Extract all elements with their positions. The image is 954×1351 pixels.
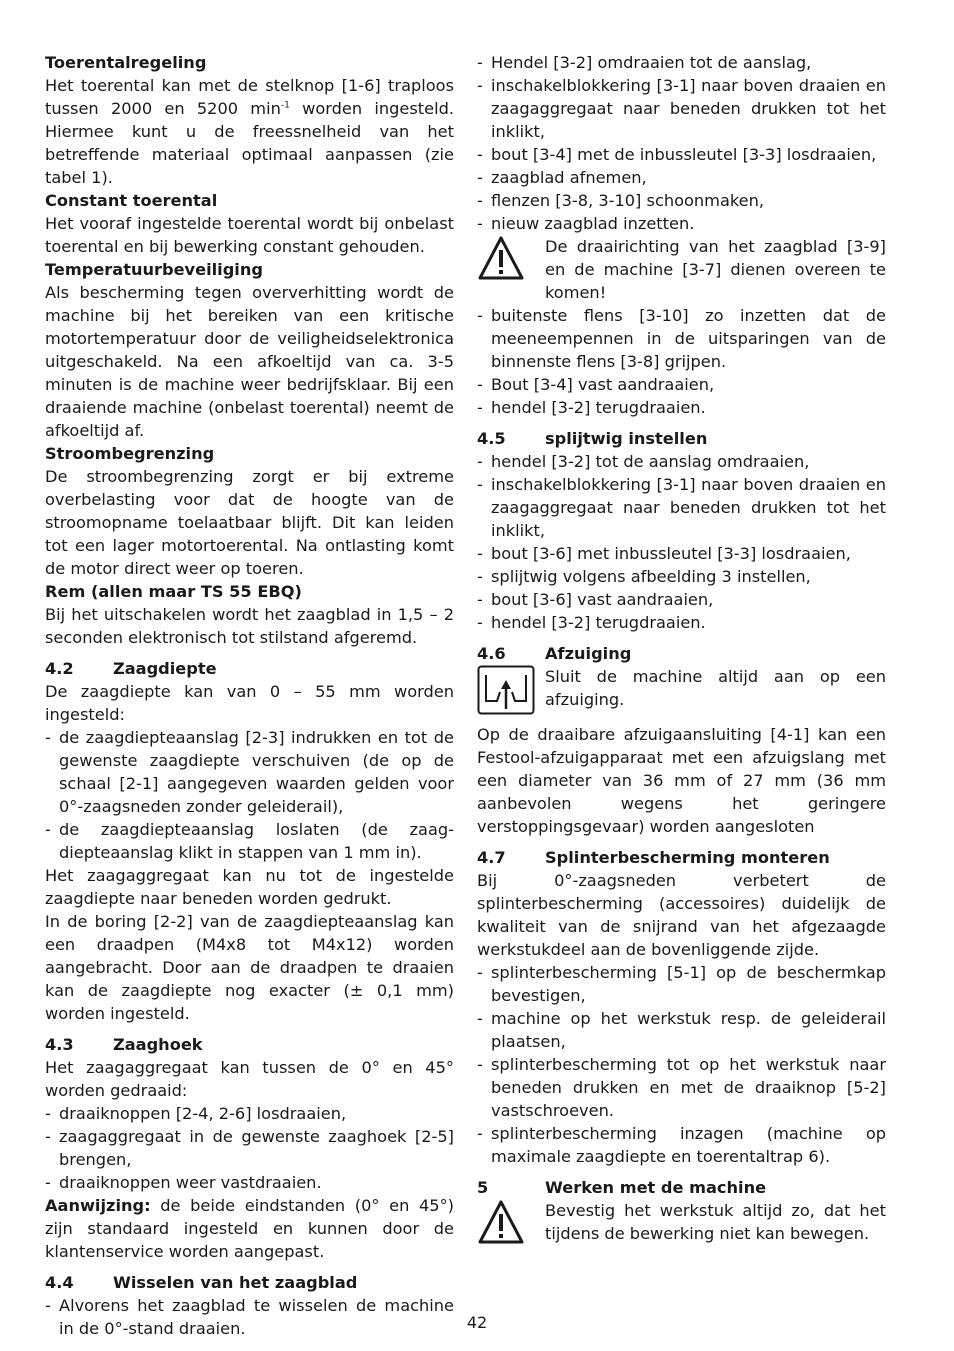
list-item-text: splinterbescherming inzagen (machine op maximale zaagdiepte en toerentaltrap 6). [491, 1124, 886, 1166]
list-dash: - [477, 306, 483, 325]
list-item-text: de zaagdiepteaanslag loslaten (de zaag-diepteaanslag klikt in stappen van 1 mm in). [59, 820, 454, 862]
list-dash: - [45, 820, 51, 839]
section-number: 5 [477, 1178, 489, 1197]
section-heading-4-5 [477, 427, 886, 450]
paragraph-splinterbescherming: Bij 0°-zaagsneden verbetert de splinterbescherming (accessoires) duidelijk de kwaliteit van de snijrand van het afgezaagde werkstukdeel aan de bovenliggende zijde. [477, 871, 886, 959]
list-dash: - [477, 452, 483, 471]
list-item [45, 1171, 454, 1194]
list-item-text: Alvorens het zaagblad te wisselen de machine in de 0°-stand draaien. [59, 1296, 454, 1338]
list-dash: - [477, 53, 483, 72]
list-item-text: Hendel [3-2] omdraaien tot de aanslag, [491, 53, 812, 72]
list-dash: - [45, 1173, 51, 1192]
list-item [477, 565, 886, 588]
paragraph-aanwijzing [45, 1194, 454, 1263]
list-item-text: de zaagdiepteaanslag [2-3] indrukken en tot de gewenste zaagdiepte verschuiven (de op de schaal [2-1] aangegeven waarden gelden voor 0°-zaagsneden zonder geleiderail), [59, 728, 454, 816]
text-part: Het toerental kan met de stelknop [1-6] traploos tussen 2000 en 5200 min [45, 76, 454, 118]
list-item [477, 611, 886, 634]
section-title: Afzuiging [545, 644, 632, 663]
list-item [477, 51, 886, 74]
list-item [477, 373, 886, 396]
warning-draairichting [477, 235, 886, 304]
paragraph-toerentalregeling [45, 74, 454, 189]
right-column [477, 51, 886, 1245]
list-item [477, 74, 886, 143]
list-item [477, 450, 886, 473]
warning-triangle-icon [477, 235, 545, 304]
list-dash: - [477, 475, 483, 494]
list-dash: - [477, 398, 483, 417]
heading-stroombegrenzing: Stroombegrenzing [45, 444, 215, 463]
list-dash: - [477, 1009, 483, 1028]
paragraph-zaagdiepte-a: Het zaagaggregaat kan nu tot de ingestelde zaagdiepte naar beneden worden gedrukt. [45, 866, 454, 908]
note-label: Aanwijzing: [45, 1196, 151, 1215]
section-number: 4.6 [477, 644, 506, 663]
list-dash: - [45, 1296, 51, 1315]
paragraph-rem: Bij het uitschakelen wordt het zaagblad in 1,5 – 2 seconden elektronisch tot stilstand afgeremd. [45, 605, 454, 647]
heading-toerentalregeling: Toerentalregeling [45, 53, 207, 72]
paragraph-zaagdiepte-b: In de boring [2-2] van de zaagdiepteaanslag kan een draadpen (M4x8 tot M4x12) worden aangebracht. Door aan de draadpen te draaien kan de zaagdiepte nog exacter (± 0,1 mm) worden ingesteld. [45, 912, 454, 1023]
list-dash: - [477, 1055, 483, 1074]
superscript: -1 [280, 100, 290, 111]
section-title: Wisselen van het zaagblad [113, 1273, 358, 1292]
list-item [477, 166, 886, 189]
warning-text: De draairichting van het zaagblad [3-9] en de machine [3-7] dienen overeen te komen! [545, 237, 886, 302]
list-dash: - [477, 76, 483, 95]
paragraph-zaaghoek-intro: Het zaagaggregaat kan tussen de 0° en 45° worden gedraaid: [45, 1058, 454, 1100]
section-number: 4.5 [477, 429, 506, 448]
list-item [477, 588, 886, 611]
list-item [477, 396, 886, 419]
section-title: splijtwig instellen [545, 429, 708, 448]
list-dash: - [45, 728, 51, 747]
section-number: 4.4 [45, 1273, 74, 1292]
section-title: Zaaghoek [113, 1035, 203, 1054]
list-item [45, 1125, 454, 1171]
section-number: 4.2 [45, 659, 74, 678]
section-heading-4-7 [477, 846, 886, 869]
section-number: 4.7 [477, 848, 506, 867]
section-title: Werken met de machine [545, 1178, 767, 1197]
list-item-text: hendel [3-2] terugdraaien. [491, 398, 706, 417]
list-item [477, 1122, 886, 1168]
list-item-text: machine op het werkstuk resp. de geleiderail plaatsen, [491, 1009, 886, 1051]
list-item [477, 473, 886, 542]
list-item-text: Bout [3-4] vast aandraaien, [491, 375, 715, 394]
list-item-text: hendel [3-2] terugdraaien. [491, 613, 706, 632]
list-item-text: hendel [3-2] tot de aanslag omdraaien, [491, 452, 810, 471]
section-number: 4.3 [45, 1035, 74, 1054]
list-item [45, 1102, 454, 1125]
list-item-text: draaiknoppen weer vastdraaien. [59, 1173, 322, 1192]
list-item [477, 961, 886, 1007]
warning-werkstuk [477, 1199, 886, 1245]
list-dash: - [477, 613, 483, 632]
list-item-text: splinterbescherming tot op het werkstuk naar beneden drukken en met de draaiknop [5-2] vastschroeven. [491, 1055, 886, 1120]
list-dash: - [477, 963, 483, 982]
note-afzuiging [477, 665, 886, 715]
list-dash: - [477, 145, 483, 164]
paragraph-zaagdiepte-intro: De zaagdiepte kan van 0 – 55 mm worden ingesteld: [45, 682, 454, 724]
list-dash: - [477, 191, 483, 210]
list-item-text: nieuw zaagblad inzetten. [491, 214, 695, 233]
list-item-text: inschakelblokkering [3-1] naar boven draaien en zaagaggregaat naar beneden drukken tot het inklikt, [491, 475, 886, 540]
list-item-text: flenzen [3-8, 3-10] schoonmaken, [491, 191, 765, 210]
list-item [477, 212, 886, 235]
paragraph-afzuiging: Op de draaibare afzuigaansluiting [4-1] kan een Festool-afzuigapparaat met een afzuigslang met een diameter van 36 mm of 27 mm (36 mm aanbevolen wegens het geringere verstoppingsgevaar) worden aangesloten [477, 725, 886, 836]
page-number: 42 [466, 1313, 488, 1332]
heading-temperatuurbeveiliging: Temperatuurbeveiliging [45, 260, 263, 279]
list-item-text: splinterbescherming [5-1] op de beschermkap bevestigen, [491, 963, 886, 1005]
list-item-text: draaiknoppen [2-4, 2-6] losdraaien, [59, 1104, 347, 1123]
section-heading-4-4 [45, 1271, 454, 1294]
list-item [45, 726, 454, 818]
section-heading-4-2 [45, 657, 454, 680]
list-item [477, 1007, 886, 1053]
list-item [477, 143, 886, 166]
list-item [477, 542, 886, 565]
warning-triangle-icon [477, 1199, 545, 1245]
section-title: Zaagdiepte [113, 659, 217, 678]
list-item-text: bout [3-6] vast aandraaien, [491, 590, 714, 609]
list-dash: - [477, 214, 483, 233]
paragraph-temperatuurbeveiliging: Als bescherming tegen oververhitting wordt de machine bij het bereiken van een kritische motortemperatuur door de veiligheidselektronica uitgeschakeld. Na een afkoeltijd van ca. 3-5 minuten is de machine weer bedrijfsklaar. Bij een draaiende machine (onbelast toerental) neemt de afkoeltijd af. [45, 283, 454, 440]
list-dash: - [477, 168, 483, 187]
dust-extraction-icon [477, 665, 545, 715]
list-item-text: inschakelblokkering [3-1] naar boven draaien en zaagaggregaat naar beneden drukken tot het inklikt, [491, 76, 886, 141]
section-title: Splinterbescherming monteren [545, 848, 830, 867]
list-item [477, 189, 886, 212]
section-heading-4-3 [45, 1033, 454, 1056]
list-dash: - [477, 544, 483, 563]
paragraph-stroombegrenzing: De stroombegrenzing zorgt er bij extreme overbelasting voor dat de hoogte van de stroomopname toelaatbaar blijft. Dit kan leiden tot een lager motortoerental. Na ontlasting komt de motor direct weer op toeren. [45, 467, 454, 578]
list-dash: - [45, 1104, 51, 1123]
list-item [45, 818, 454, 864]
list-dash: - [45, 1127, 51, 1146]
list-item-text: zaagaggregaat in de gewenste zaaghoek [2-5] brengen, [59, 1127, 454, 1169]
list-item [477, 1053, 886, 1122]
left-column [45, 51, 454, 1340]
list-dash: - [477, 375, 483, 394]
list-item-text: bout [3-6] met inbussleutel [3-3] losdraaien, [491, 544, 851, 563]
heading-constant-toerental: Constant toerental [45, 191, 218, 210]
list-dash: - [477, 567, 483, 586]
list-item-text: zaagblad afnemen, [491, 168, 647, 187]
list-dash: - [477, 1124, 483, 1143]
section-heading-4-6 [477, 642, 886, 665]
note-text: Sluit de machine altijd aan op een afzuiging. [545, 667, 886, 709]
list-item-text: splijtwig volgens afbeelding 3 instellen, [491, 567, 811, 586]
text-part: worden ingesteld. Hiermee kunt u de freessnelheid van het betreffende materiaal optimaal aanpassen (zie tabel 1). [45, 99, 454, 187]
note-text: de beide eindstanden (0° en 45°) zijn standaard ingesteld en kunnen door de klantenservice worden aangepast. [45, 1196, 454, 1261]
section-heading-5 [477, 1176, 886, 1199]
list-item [477, 304, 886, 373]
warning-text: Bevestig het werkstuk altijd zo, dat het tijdens de bewerking niet kan bewegen. [545, 1201, 886, 1243]
heading-rem: Rem (allen maar TS 55 EBQ) [45, 582, 302, 601]
paragraph-constant-toerental: Het vooraf ingestelde toerental wordt bij onbelast toerental en bij bewerking constant gehouden. [45, 214, 454, 256]
list-item-text: buitenste flens [3-10] zo inzetten dat de meeneempennen in de uitsparingen van de binnenste flens [3-8] grijpen. [491, 306, 886, 371]
list-dash: - [477, 590, 483, 609]
list-item-text: bout [3-4] met de inbussleutel [3-3] losdraaien, [491, 145, 877, 164]
